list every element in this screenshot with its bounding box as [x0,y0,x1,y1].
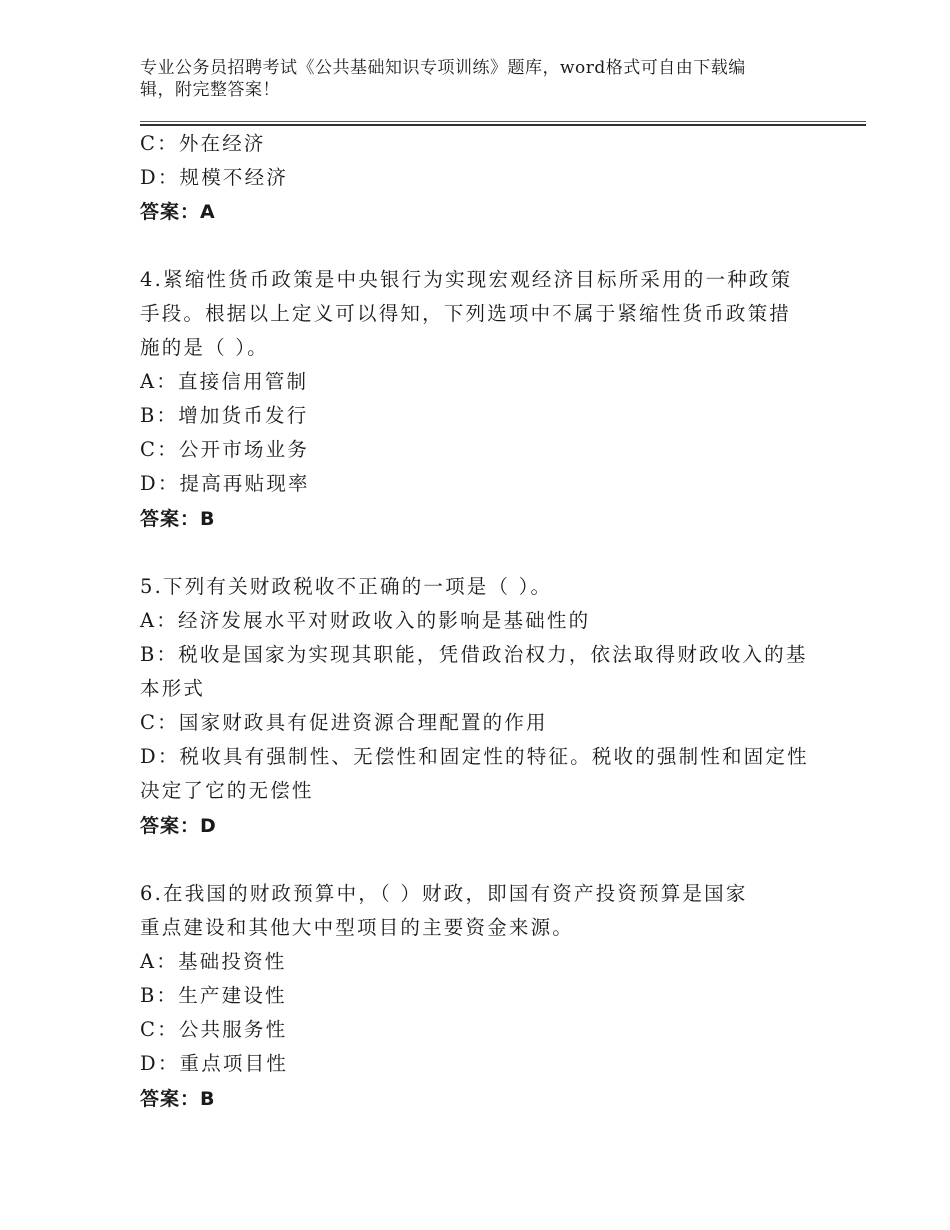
header-line-1: 专业公务员招聘考试《公共基础知识专项训练》题库，word格式可自由下载编 [140,58,746,78]
q5-option-d-line-1: D：税收具有强制性、无偿性和固定性的特征。税收的强制性和固定性 [140,745,809,768]
q6-option-c: C：公共服务性 [140,1018,288,1041]
q6-answer: 答案：B [140,1088,216,1110]
q4-stem-line-1: 4.紧缩性货币政策是中央银行为实现宏观经济目标所采用的一种政策 [140,268,793,291]
q6-stem-line-2: 重点建设和其他大中型项目的主要资金来源。 [140,916,575,939]
header-divider [140,121,866,126]
q5-option-d-line-2: 决定了它的无偿性 [140,779,314,802]
q4-option-b: B：增加货币发行 [140,404,309,427]
q5-option-a: A：经济发展水平对财政收入的影响是基础性的 [140,609,591,632]
document-header [140,57,790,101]
q6-stem-line-1: 6.在我国的财政预算中，（ ）财政，即国有资产投资预算是国家 [140,882,748,905]
prev-answer: 答案：A [140,201,216,223]
q5-answer: 答案：D [140,815,217,837]
q4-stem-line-2: 手段。根据以上定义可以得知，下列选项中不属于紧缩性货币政策措 [140,302,792,325]
q6-option-d: D：重点项目性 [140,1052,289,1075]
q5-option-c: C：国家财政具有促进资源合理配置的作用 [140,711,548,734]
header-line-2: 辑，附完整答案！ [140,80,280,100]
q4-answer: 答案：B [140,508,216,530]
prev-option-d: D：规模不经济 [140,166,289,189]
prev-option-c: C：外在经济 [140,132,266,155]
q5-option-b-line-2: 本形式 [140,677,206,700]
q5-stem-line-1: 5.下列有关财政税收不正确的一项是（ ）。 [140,575,553,598]
q6-option-b: B：生产建设性 [140,984,287,1007]
q6-option-a: A：基础投资性 [140,950,287,973]
q4-option-d: D：提高再贴现率 [140,472,310,495]
q4-stem-line-3: 施的是（ ）。 [140,336,269,359]
q4-option-c: C：公开市场业务 [140,438,310,461]
q5-option-b-line-1: B：税收是国家为实现其职能，凭借政治权力，依法取得财政收入的基 [140,643,808,666]
q4-option-a: A：直接信用管制 [140,370,309,393]
